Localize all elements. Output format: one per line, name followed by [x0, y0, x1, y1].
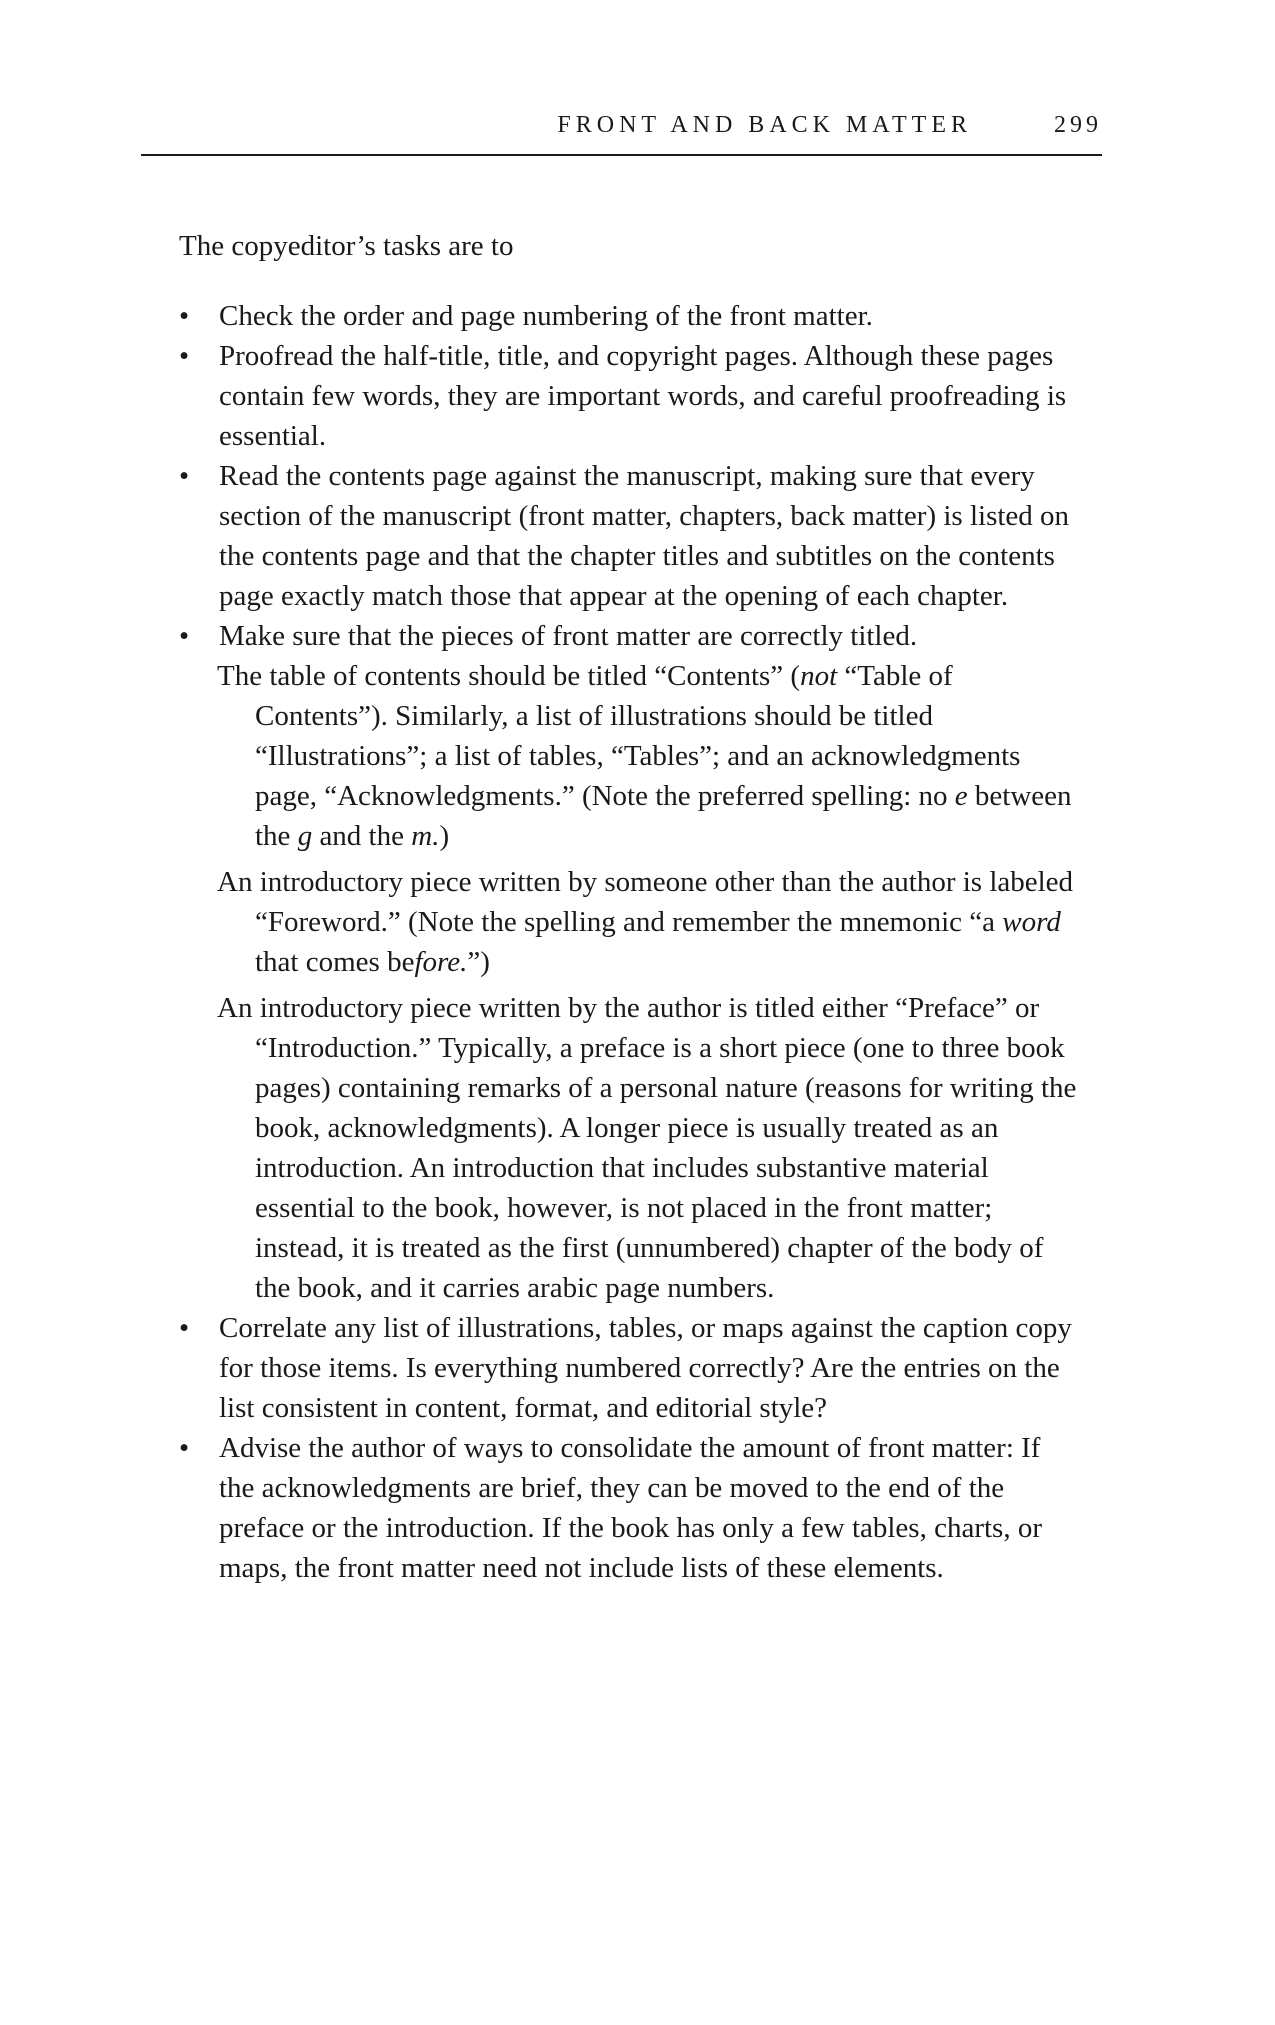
list-item [179, 1428, 1079, 1588]
running-head-title: FRONT AND BACK MATTER [557, 112, 972, 138]
emphasis: word [1002, 906, 1061, 938]
emphasis: not [800, 660, 838, 692]
sub-item-preface [179, 988, 1079, 1308]
emphasis: g [297, 820, 313, 852]
list-item [179, 616, 1079, 1308]
bullet: • [179, 620, 190, 652]
bullet: • [179, 1432, 190, 1464]
sub-item-foreword [179, 862, 1079, 982]
emphasis: fore. [414, 946, 468, 978]
emphasis: m. [411, 820, 440, 852]
bullet: • [179, 1312, 190, 1344]
sub-list-wrapper [179, 656, 1079, 1308]
sub-item-text: The table of contents should be titled “Contents” ( [217, 660, 801, 692]
sub-item-text: “Table of Contents”). Similarly, a list of illustrations should be titled “Illustrations”; a list of tables, “Tables”; and an acknowledgments page, “Acknowledgments.” (Note the preferred spelling: no [255, 660, 1021, 812]
sub-item-text: An introductory piece written by someone other than the author is labeled “Foreword.” (Note the spelling and remember the mnemonic “a [217, 866, 1074, 938]
list-item-text: Check the order and page numbering of the front matter. [219, 300, 873, 332]
list-item-text: Proofread the half-title, title, and copyright pages. Although these pages contain few words, they are important words, and careful proofreading is essential. [219, 340, 1067, 452]
body-text [179, 226, 1079, 1588]
running-head [141, 108, 1102, 156]
sub-item-contents [179, 656, 1079, 856]
page-number: 299 [1054, 112, 1102, 138]
bullet: • [179, 460, 190, 492]
sub-item-text: An introductory piece written by the author is titled either “Preface” or “Introduction.” Typically, a preface is a short piece (one to three book pages) containing remarks of a personal nature (reasons for writing the book, acknowledgments). A longer piece is usually treated as an introduction. An introduction that includes substantive material essential to the book, however, is not placed in the front matter; instead, it is treated as the first (unnumbered) chapter of the body of the book, and it carries arabic page numbers. [217, 992, 1077, 1304]
bullet: • [179, 340, 190, 372]
emphasis: e [954, 780, 968, 812]
list-item-text: Correlate any list of illustrations, tables, or maps against the caption copy for those items. Is everything numbered correctly? Are the entries on the list consistent in content, format, and editorial style? [219, 1312, 1072, 1424]
list-item-text: Make sure that the pieces of front matter are correctly titled. [219, 620, 918, 652]
sub-item-text: and the [312, 820, 412, 852]
bullet: • [179, 300, 190, 332]
sub-item-text: that comes be [255, 946, 415, 978]
list-item [179, 1308, 1079, 1428]
list-item [179, 296, 1079, 336]
intro-paragraph: The copyeditor’s tasks are to [179, 230, 514, 262]
list-item-text: Advise the author of ways to consolidate the amount of front matter: If the acknowledgments are brief, they can be moved to the end of the preface or the introduction. If the book has only a few tables, charts, or maps, the front matter need not include lists of these elements. [219, 1432, 1042, 1584]
sub-item-text: ) [439, 820, 450, 852]
list-item [179, 456, 1079, 616]
sub-list [179, 656, 1079, 1308]
sub-item-text: between the [255, 780, 1072, 852]
list-item-text: Read the contents page against the manuscript, making sure that every section of the manuscript (front matter, chapters, back matter) is listed on the contents page and that the chapter titles and subtitles on the contents page exactly match those that appear at the opening of each chapter. [219, 460, 1070, 612]
list-item [179, 336, 1079, 456]
task-list [179, 296, 1079, 1588]
sub-item-text: ”) [467, 946, 490, 978]
